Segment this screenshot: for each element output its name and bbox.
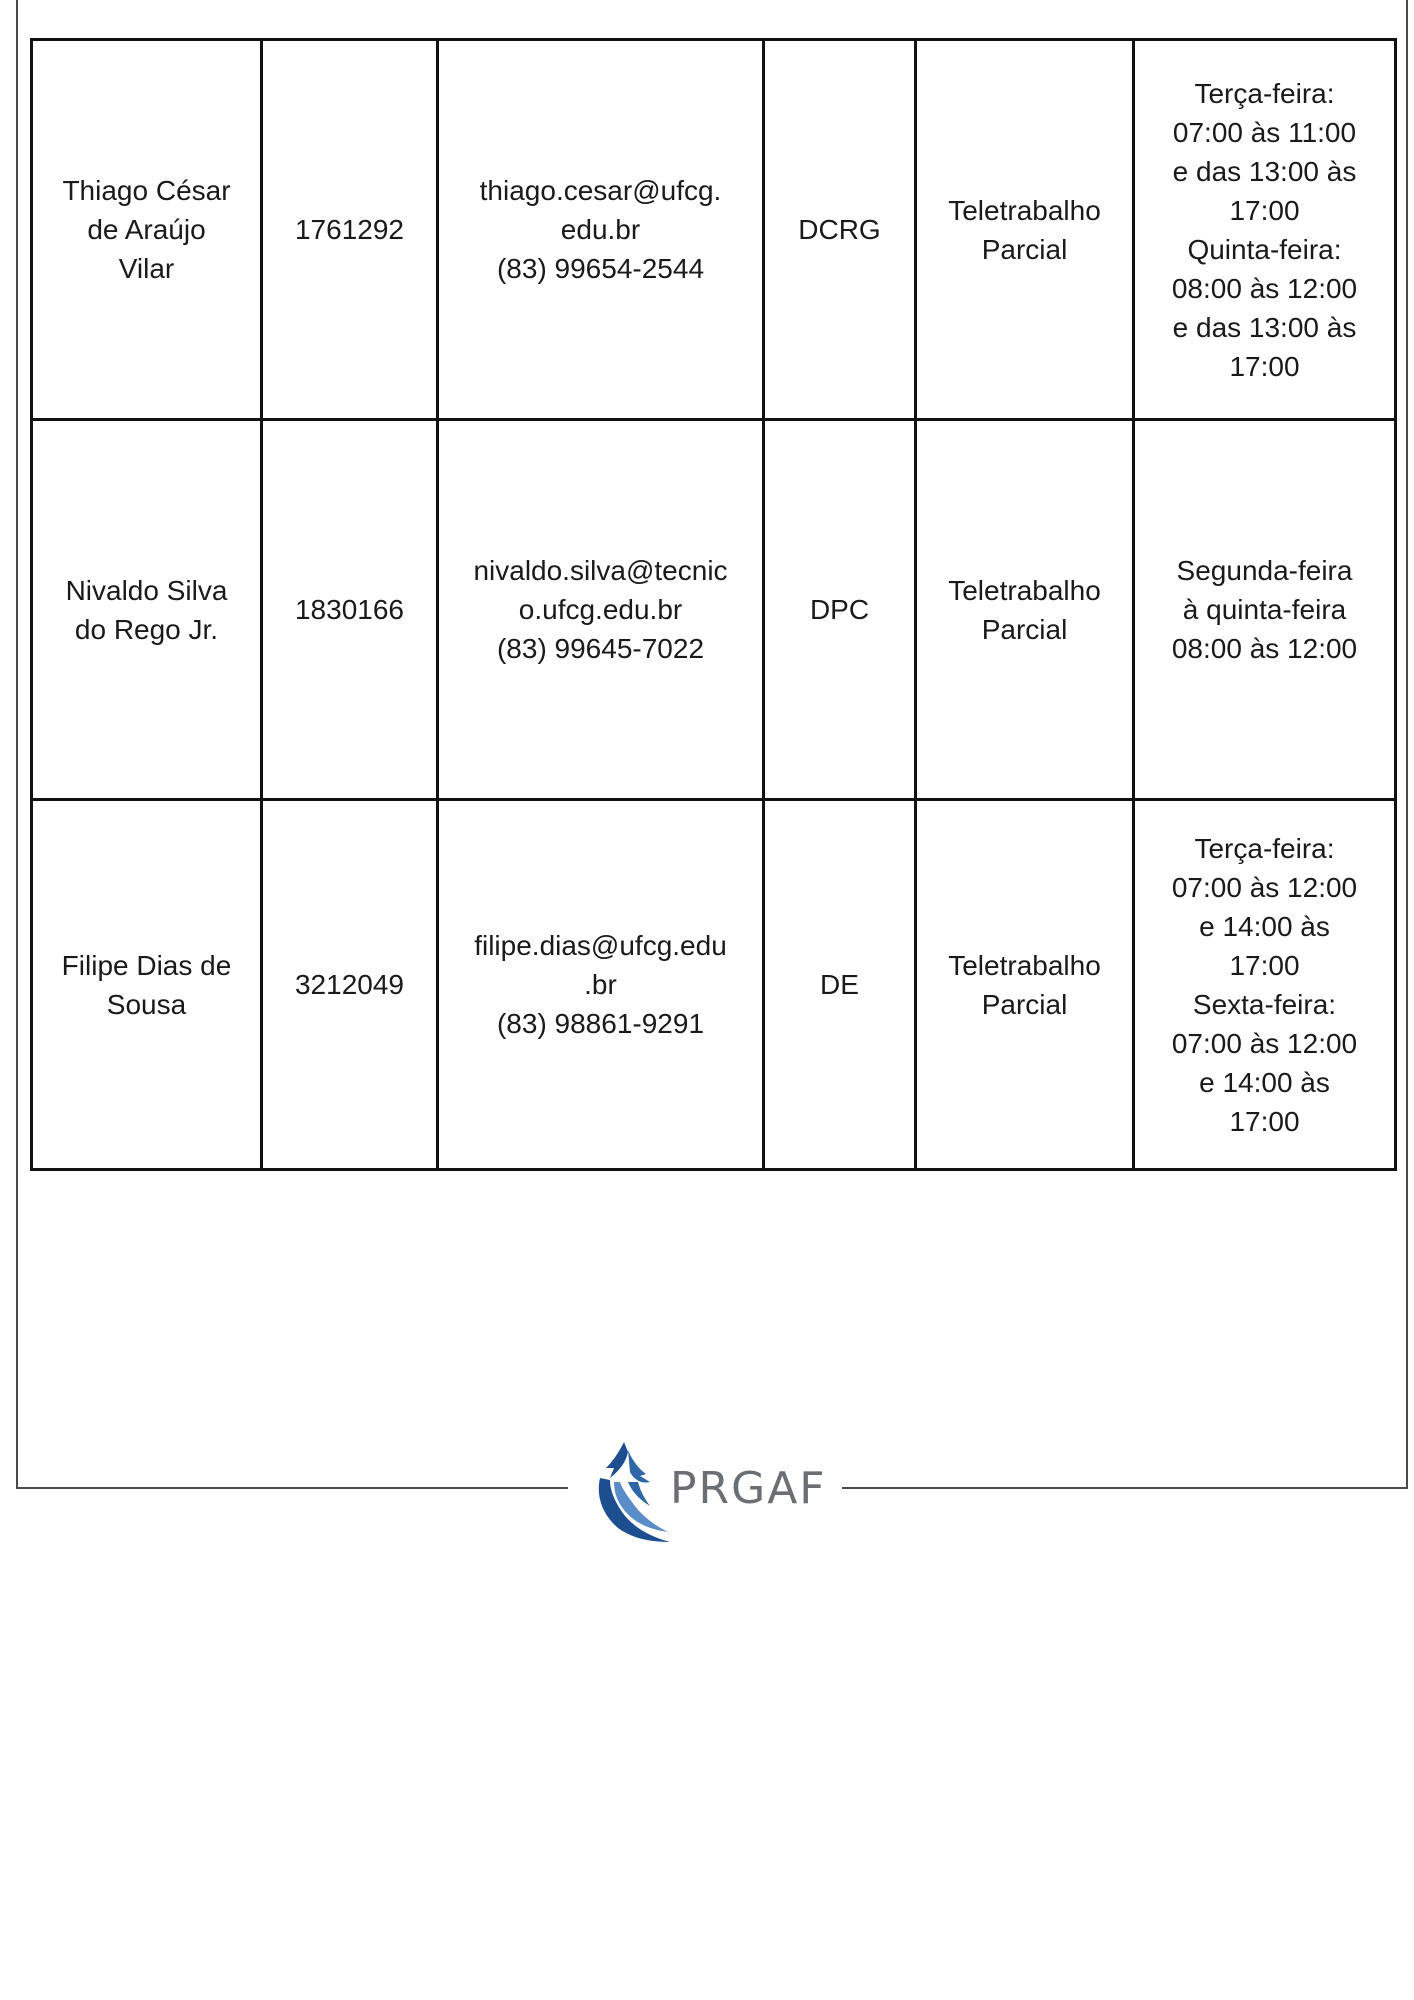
regime-cell: Teletrabalho Parcial xyxy=(916,800,1134,1170)
regime-cell: Teletrabalho Parcial xyxy=(916,420,1134,800)
schedule-cell: Terça-feira: 07:00 às 11:00 e das 13:00 às 17:00 Quinta-feira: 08:00 às 12:00 e das 13:00 às 17:00 xyxy=(1134,40,1396,420)
prgaf-logo-icon xyxy=(588,1438,674,1550)
staff-table xyxy=(30,38,1397,1171)
siape-cell: 1830166 xyxy=(262,420,438,800)
contact-cell: nivaldo.silva@tecnic o.ufcg.edu.br (83) 99645-7022 xyxy=(438,420,764,800)
name-cell: Filipe Dias de Sousa xyxy=(32,800,262,1170)
schedule-cell: Terça-feira: 07:00 às 12:00 e 14:00 às 17:00 Sexta-feira: 07:00 às 12:00 e 14:00 às 17:00 xyxy=(1134,800,1396,1170)
schedule-cell: Segunda-feira à quinta-feira 08:00 às 12:00 xyxy=(1134,420,1396,800)
table-row xyxy=(32,420,1396,800)
page-frame-bottom-border-left xyxy=(16,1487,568,1489)
contact-cell: filipe.dias@ufcg.edu .br (83) 98861-9291 xyxy=(438,800,764,1170)
contact-cell: thiago.cesar@ufcg. edu.br (83) 99654-2544 xyxy=(438,40,764,420)
name-cell: Nivaldo Silva do Rego Jr. xyxy=(32,420,262,800)
unit-cell: DPC xyxy=(764,420,916,800)
page-frame-right-border xyxy=(1406,0,1408,1489)
page-frame-bottom-border-right xyxy=(842,1487,1408,1489)
prgaf-logo-text: PRGAF xyxy=(670,1463,827,1514)
unit-cell: DE xyxy=(764,800,916,1170)
name-cell: Thiago César de Araújo Vilar xyxy=(32,40,262,420)
table-row xyxy=(32,800,1396,1170)
unit-cell: DCRG xyxy=(764,40,916,420)
regime-cell: Teletrabalho Parcial xyxy=(916,40,1134,420)
table-row xyxy=(32,40,1396,420)
siape-cell: 1761292 xyxy=(262,40,438,420)
page-frame-left-border xyxy=(16,0,18,1489)
prgaf-logo xyxy=(588,1438,838,1550)
siape-cell: 3212049 xyxy=(262,800,438,1170)
